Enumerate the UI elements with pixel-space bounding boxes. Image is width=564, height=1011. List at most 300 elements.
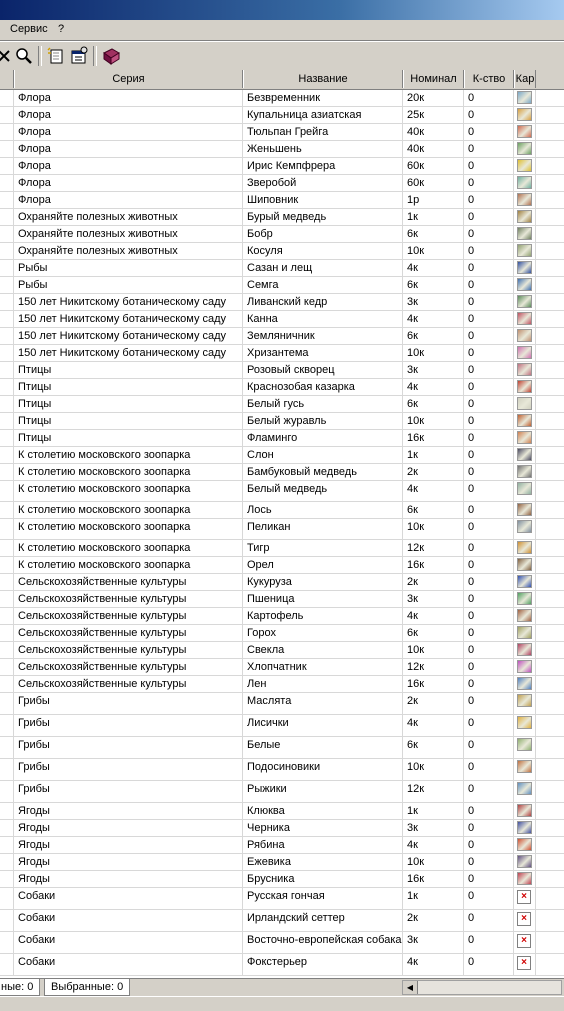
table-row[interactable] (0, 141, 564, 158)
table-row[interactable] (0, 781, 564, 803)
cell-nominal-text: 16к (407, 559, 425, 571)
cell-nominal (403, 574, 464, 590)
cell-nominal-text: 4к (407, 381, 418, 393)
cell-picture (514, 175, 536, 191)
cell-quantity (464, 107, 514, 123)
stamp-thumbnail[interactable] (517, 397, 532, 410)
table-row[interactable] (0, 540, 564, 557)
cell-quantity-text: 0 (468, 381, 475, 393)
stamp-thumbnail[interactable] (517, 694, 532, 707)
stamp-thumbnail[interactable] (517, 363, 532, 376)
cell-quantity (464, 328, 514, 344)
table-row[interactable] (0, 715, 564, 737)
stamp-thumbnail[interactable] (517, 482, 532, 495)
cell-series-text: Птицы (18, 398, 52, 410)
cell-series-text: Флора (18, 177, 51, 189)
cell-name (243, 209, 403, 225)
table-row[interactable] (0, 820, 564, 837)
menu-service[interactable]: Сервис (10, 23, 48, 35)
cell-name (243, 192, 403, 208)
cell-quantity-text: 0 (468, 126, 475, 138)
cell-name-text: Фокстерьер (247, 956, 308, 968)
cell-quantity-text: 0 (468, 739, 475, 751)
cell-picture (514, 294, 536, 310)
row-indicator (0, 413, 14, 429)
cell-name (243, 642, 403, 658)
cell-nominal-text: 6к (407, 627, 418, 639)
cell-quantity-text: 0 (468, 415, 475, 427)
cell-picture (514, 932, 536, 953)
row-indicator (0, 715, 14, 736)
cell-series-text: Ягоды (18, 822, 50, 834)
cell-quantity (464, 854, 514, 870)
cell-quantity (464, 557, 514, 573)
table-row[interactable] (0, 693, 564, 715)
stamp-thumbnail[interactable] (517, 414, 532, 427)
row-indicator (0, 158, 14, 174)
cell-picture (514, 854, 536, 870)
cell-quantity-text: 0 (468, 695, 475, 707)
cell-nominal-text: 10к (407, 521, 425, 533)
cell-nominal (403, 311, 464, 327)
table-row[interactable] (0, 90, 564, 107)
cell-name (243, 693, 403, 714)
cell-quantity (464, 519, 514, 539)
cell-nominal-text: 10к (407, 347, 425, 359)
stamp-thumbnail[interactable] (517, 558, 532, 571)
cell-name (243, 294, 403, 310)
cell-series-text: Охраняйте полезных животных (18, 211, 178, 223)
stamp-thumbnail[interactable] (517, 329, 532, 342)
table-row[interactable] (0, 676, 564, 693)
stamp-thumbnail[interactable] (517, 193, 532, 206)
cell-nominal (403, 90, 464, 106)
tab-all[interactable]: ные: 0 (0, 979, 40, 996)
table-row[interactable] (0, 557, 564, 574)
menu-help[interactable]: ? (58, 23, 65, 35)
cell-series-text: Птицы (18, 432, 52, 444)
cell-series (14, 294, 243, 310)
cell-picture (514, 642, 536, 658)
header-picture[interactable]: Кар (514, 70, 536, 88)
cell-quantity (464, 502, 514, 518)
cell-picture (514, 124, 536, 140)
table-row[interactable] (0, 759, 564, 781)
cell-series-text: К столетию московского зоопарка (18, 449, 191, 461)
cell-quantity-text: 0 (468, 610, 475, 622)
cell-name (243, 820, 403, 836)
table-row[interactable] (0, 591, 564, 608)
cell-quantity (464, 430, 514, 446)
header-quantity[interactable]: К-ство (464, 70, 514, 88)
table-row[interactable] (0, 277, 564, 294)
cell-picture (514, 820, 536, 836)
stamp-thumbnail[interactable] (517, 244, 532, 257)
cell-nominal-text: 40к (407, 126, 425, 138)
table-row[interactable] (0, 737, 564, 759)
cell-series-text: Грибы (18, 783, 50, 795)
cell-name-text: Лен (247, 678, 267, 690)
cell-quantity (464, 481, 514, 501)
cell-nominal-text: 20к (407, 92, 425, 104)
cell-nominal-text: 10к (407, 415, 425, 427)
stamp-thumbnail[interactable] (517, 261, 532, 274)
cell-name-text: Сазан и лещ (247, 262, 313, 274)
cell-picture (514, 540, 536, 556)
cell-quantity-text: 0 (468, 160, 475, 172)
cell-quantity-text: 0 (468, 398, 475, 410)
cell-quantity (464, 625, 514, 641)
cell-nominal (403, 396, 464, 412)
tab-selected[interactable]: Выбранные: 0 (44, 979, 130, 996)
table-row[interactable] (0, 932, 564, 954)
stamp-thumbnail[interactable] (517, 855, 532, 868)
cell-nominal (403, 519, 464, 539)
new-record-icon[interactable] (45, 45, 67, 67)
table-row[interactable] (0, 124, 564, 141)
cell-series (14, 557, 243, 573)
cell-series-text: Флора (18, 194, 51, 206)
cell-name (243, 871, 403, 887)
cell-quantity (464, 277, 514, 293)
table-row[interactable] (0, 642, 564, 659)
table-row[interactable] (0, 430, 564, 447)
cell-name (243, 854, 403, 870)
stamp-thumbnail[interactable] (517, 125, 532, 138)
window-bottom-edge (0, 996, 564, 1011)
table-row[interactable] (0, 362, 564, 379)
cell-name-text: Косуля (247, 245, 283, 257)
cell-nominal-text: 1к (407, 890, 418, 902)
header-series[interactable]: Серия (14, 70, 243, 88)
header-name[interactable]: Название (243, 70, 403, 88)
cell-series-text: Сельскохозяйственные культуры (18, 610, 187, 622)
cell-nominal-text: 2к (407, 695, 418, 707)
cell-quantity-text: 0 (468, 296, 475, 308)
cell-name-text: Шиповник (247, 194, 299, 206)
stamp-thumbnail[interactable] (517, 227, 532, 240)
table-row[interactable] (0, 226, 564, 243)
search-icon[interactable] (13, 45, 35, 67)
cell-name-text: Канна (247, 313, 278, 325)
cell-picture (514, 759, 536, 780)
cell-series-text: Ягоды (18, 873, 50, 885)
row-indicator (0, 910, 14, 931)
cell-quantity-text: 0 (468, 542, 475, 554)
cell-nominal-text: 3к (407, 364, 418, 376)
cell-nominal (403, 954, 464, 975)
cell-nominal-text: 60к (407, 177, 425, 189)
cell-picture (514, 693, 536, 714)
table-row[interactable] (0, 954, 564, 976)
stamp-thumbnail[interactable] (517, 838, 532, 851)
table-row[interactable] (0, 519, 564, 540)
cell-series-text: Охраняйте полезных животных (18, 228, 178, 240)
cell-picture (514, 277, 536, 293)
cell-nominal-text: 6к (407, 398, 418, 410)
table-row[interactable] (0, 871, 564, 888)
cell-nominal (403, 430, 464, 446)
row-indicator (0, 625, 14, 641)
cell-picture (514, 715, 536, 736)
stamp-thumbnail[interactable] (517, 380, 532, 393)
cell-nominal (403, 175, 464, 191)
row-indicator (0, 141, 14, 157)
cell-series (14, 608, 243, 624)
cell-picture (514, 837, 536, 853)
cell-quantity-text: 0 (468, 934, 475, 946)
header-nominal[interactable]: Номинал (403, 70, 464, 88)
cell-nominal-text: 4к (407, 262, 418, 274)
row-indicator (0, 502, 14, 518)
table-row[interactable] (0, 328, 564, 345)
cell-series (14, 413, 243, 429)
cell-series (14, 447, 243, 463)
stamp-thumbnail[interactable] (517, 108, 532, 121)
table-row[interactable] (0, 107, 564, 124)
stamp-thumbnail[interactable] (517, 738, 532, 751)
stamp-thumbnail[interactable] (517, 609, 532, 622)
stamp-thumbnail[interactable] (517, 295, 532, 308)
table-row[interactable] (0, 464, 564, 481)
table-row[interactable] (0, 481, 564, 502)
row-indicator (0, 107, 14, 123)
stamp-thumbnail[interactable] (517, 503, 532, 516)
cell-nominal (403, 837, 464, 853)
cell-quantity (464, 464, 514, 480)
cell-name-text: Хризантема (247, 347, 309, 359)
table-row[interactable] (0, 396, 564, 413)
cell-nominal (403, 693, 464, 714)
cell-nominal (403, 591, 464, 607)
cell-series-text: Грибы (18, 695, 50, 707)
horizontal-scrollbar[interactable] (402, 980, 562, 995)
cell-quantity-text: 0 (468, 873, 475, 885)
cell-quantity (464, 209, 514, 225)
stamp-thumbnail[interactable] (517, 575, 532, 588)
stamp-thumbnail[interactable] (517, 804, 532, 817)
cell-quantity-text: 0 (468, 717, 475, 729)
cell-nominal (403, 209, 464, 225)
cell-name (243, 715, 403, 736)
table-row[interactable] (0, 345, 564, 362)
stamp-thumbnail[interactable] (517, 782, 532, 795)
cell-quantity (464, 243, 514, 259)
cell-quantity-text: 0 (468, 783, 475, 795)
stamp-thumbnail[interactable] (517, 465, 532, 478)
cell-series (14, 954, 243, 975)
cell-series-text: Флора (18, 126, 51, 138)
stamp-thumbnail[interactable] (517, 176, 532, 189)
cell-name (243, 413, 403, 429)
cell-quantity (464, 715, 514, 736)
stamp-thumbnail[interactable] (517, 660, 532, 673)
table-row[interactable] (0, 502, 564, 519)
cell-name-text: Свекла (247, 644, 285, 656)
cell-picture (514, 226, 536, 242)
cell-name (243, 311, 403, 327)
table-row[interactable] (0, 659, 564, 676)
stamp-thumbnail[interactable] (517, 716, 532, 729)
table-row[interactable] (0, 803, 564, 820)
stamp-thumbnail[interactable] (517, 677, 532, 690)
cell-quantity (464, 124, 514, 140)
cell-series (14, 854, 243, 870)
cell-quantity-text: 0 (468, 805, 475, 817)
cell-series (14, 871, 243, 887)
table-row[interactable] (0, 413, 564, 430)
table-row[interactable] (0, 311, 564, 328)
cell-quantity-text: 0 (468, 856, 475, 868)
stamp-thumbnail[interactable] (517, 278, 532, 291)
cell-nominal (403, 820, 464, 836)
cell-picture (514, 345, 536, 361)
table-row[interactable] (0, 209, 564, 226)
stamp-thumbnail[interactable] (517, 592, 532, 605)
cell-series (14, 124, 243, 140)
table-row[interactable] (0, 837, 564, 854)
row-indicator (0, 464, 14, 480)
stamp-thumbnail[interactable] (517, 346, 532, 359)
cell-nominal (403, 932, 464, 953)
cell-nominal-text: 6к (407, 330, 418, 342)
cell-name (243, 90, 403, 106)
cell-series-text: Рыбы (18, 262, 48, 274)
cell-name (243, 328, 403, 344)
stamp-thumbnail[interactable] (517, 142, 532, 155)
table-row[interactable] (0, 608, 564, 625)
stamp-thumbnail[interactable] (517, 159, 532, 172)
cell-nominal-text: 25к (407, 109, 425, 121)
cell-series (14, 243, 243, 259)
row-indicator (0, 781, 14, 802)
cell-quantity (464, 888, 514, 909)
table-row[interactable] (0, 260, 564, 277)
stamp-thumbnail[interactable] (517, 626, 532, 639)
cell-name-text: Картофель (247, 610, 304, 622)
cell-nominal (403, 226, 464, 242)
cell-quantity (464, 362, 514, 378)
cell-quantity-text: 0 (468, 521, 475, 533)
cell-name (243, 625, 403, 641)
cell-name-text: Купальница азиатская (247, 109, 362, 121)
table-row[interactable] (0, 625, 564, 642)
cell-series (14, 379, 243, 395)
table-row[interactable] (0, 175, 564, 192)
table-row[interactable] (0, 192, 564, 209)
stamp-thumbnail[interactable] (517, 643, 532, 656)
cell-quantity-text: 0 (468, 559, 475, 571)
cell-picture (514, 871, 536, 887)
cell-series (14, 591, 243, 607)
cell-nominal (403, 141, 464, 157)
cell-picture (514, 781, 536, 802)
table-row[interactable] (0, 294, 564, 311)
cell-name (243, 557, 403, 573)
cell-series-text: Грибы (18, 739, 50, 751)
cell-nominal-text: 3к (407, 822, 418, 834)
stamp-thumbnail[interactable] (517, 431, 532, 444)
stamp-thumbnail[interactable] (517, 541, 532, 554)
stamp-thumbnail[interactable] (517, 312, 532, 325)
cell-name-text: Бамбуковый медведь (247, 466, 357, 478)
properties-icon[interactable] (68, 45, 90, 67)
cell-picture (514, 591, 536, 607)
cell-series-text: Флора (18, 92, 51, 104)
cell-series-text: Собаки (18, 912, 56, 924)
row-indicator (0, 574, 14, 590)
cell-name (243, 175, 403, 191)
table-row[interactable] (0, 447, 564, 464)
cell-series (14, 481, 243, 501)
cell-quantity-text: 0 (468, 678, 475, 690)
stamp-thumbnail[interactable] (517, 448, 532, 461)
row-indicator (0, 396, 14, 412)
stamp-thumbnail[interactable] (517, 210, 532, 223)
row-indicator (0, 243, 14, 259)
cell-nominal-text: 6к (407, 504, 418, 516)
cell-name (243, 759, 403, 780)
stamp-thumbnail[interactable] (517, 520, 532, 533)
cell-name (243, 158, 403, 174)
cell-nominal (403, 781, 464, 802)
table-row[interactable] (0, 158, 564, 175)
stamp-thumbnail[interactable] (517, 872, 532, 885)
cell-nominal (403, 608, 464, 624)
cell-name (243, 362, 403, 378)
cell-name (243, 659, 403, 675)
row-indicator (0, 591, 14, 607)
cell-series-text: Сельскохозяйственные культуры (18, 593, 187, 605)
row-indicator (0, 124, 14, 140)
cell-quantity (464, 311, 514, 327)
catalog-book-icon[interactable] (100, 45, 122, 67)
row-indicator (0, 659, 14, 675)
table-row[interactable] (0, 910, 564, 932)
cell-nominal-text: 10к (407, 856, 425, 868)
cell-quantity (464, 379, 514, 395)
cell-series-text: 150 лет Никитскому ботаническому саду (18, 313, 227, 325)
cell-quantity (464, 141, 514, 157)
cell-name (243, 737, 403, 758)
cell-nominal (403, 676, 464, 692)
cell-nominal-text: 12к (407, 783, 425, 795)
cell-quantity (464, 294, 514, 310)
table-row[interactable] (0, 574, 564, 591)
scroll-left-icon[interactable]: ◀ (403, 981, 418, 994)
cell-nominal (403, 854, 464, 870)
cell-name (243, 430, 403, 446)
cell-series-text: Флора (18, 109, 51, 121)
cell-quantity (464, 954, 514, 975)
table-row[interactable] (0, 888, 564, 910)
cell-name-text: Ирис Кемпфрера (247, 160, 336, 172)
cell-series (14, 837, 243, 853)
row-indicator (0, 362, 14, 378)
cell-series-text: Сельскохозяйственные культуры (18, 678, 187, 690)
cell-name (243, 107, 403, 123)
cell-nominal (403, 888, 464, 909)
table-row[interactable] (0, 854, 564, 871)
table-row[interactable] (0, 379, 564, 396)
cell-name-text: Бурый медведь (247, 211, 327, 223)
cell-picture (514, 910, 536, 931)
table-row[interactable] (0, 243, 564, 260)
cell-quantity-text: 0 (468, 839, 475, 851)
stamp-thumbnail[interactable] (517, 821, 532, 834)
stamp-thumbnail[interactable] (517, 91, 532, 104)
stamp-thumbnail[interactable] (517, 760, 532, 773)
